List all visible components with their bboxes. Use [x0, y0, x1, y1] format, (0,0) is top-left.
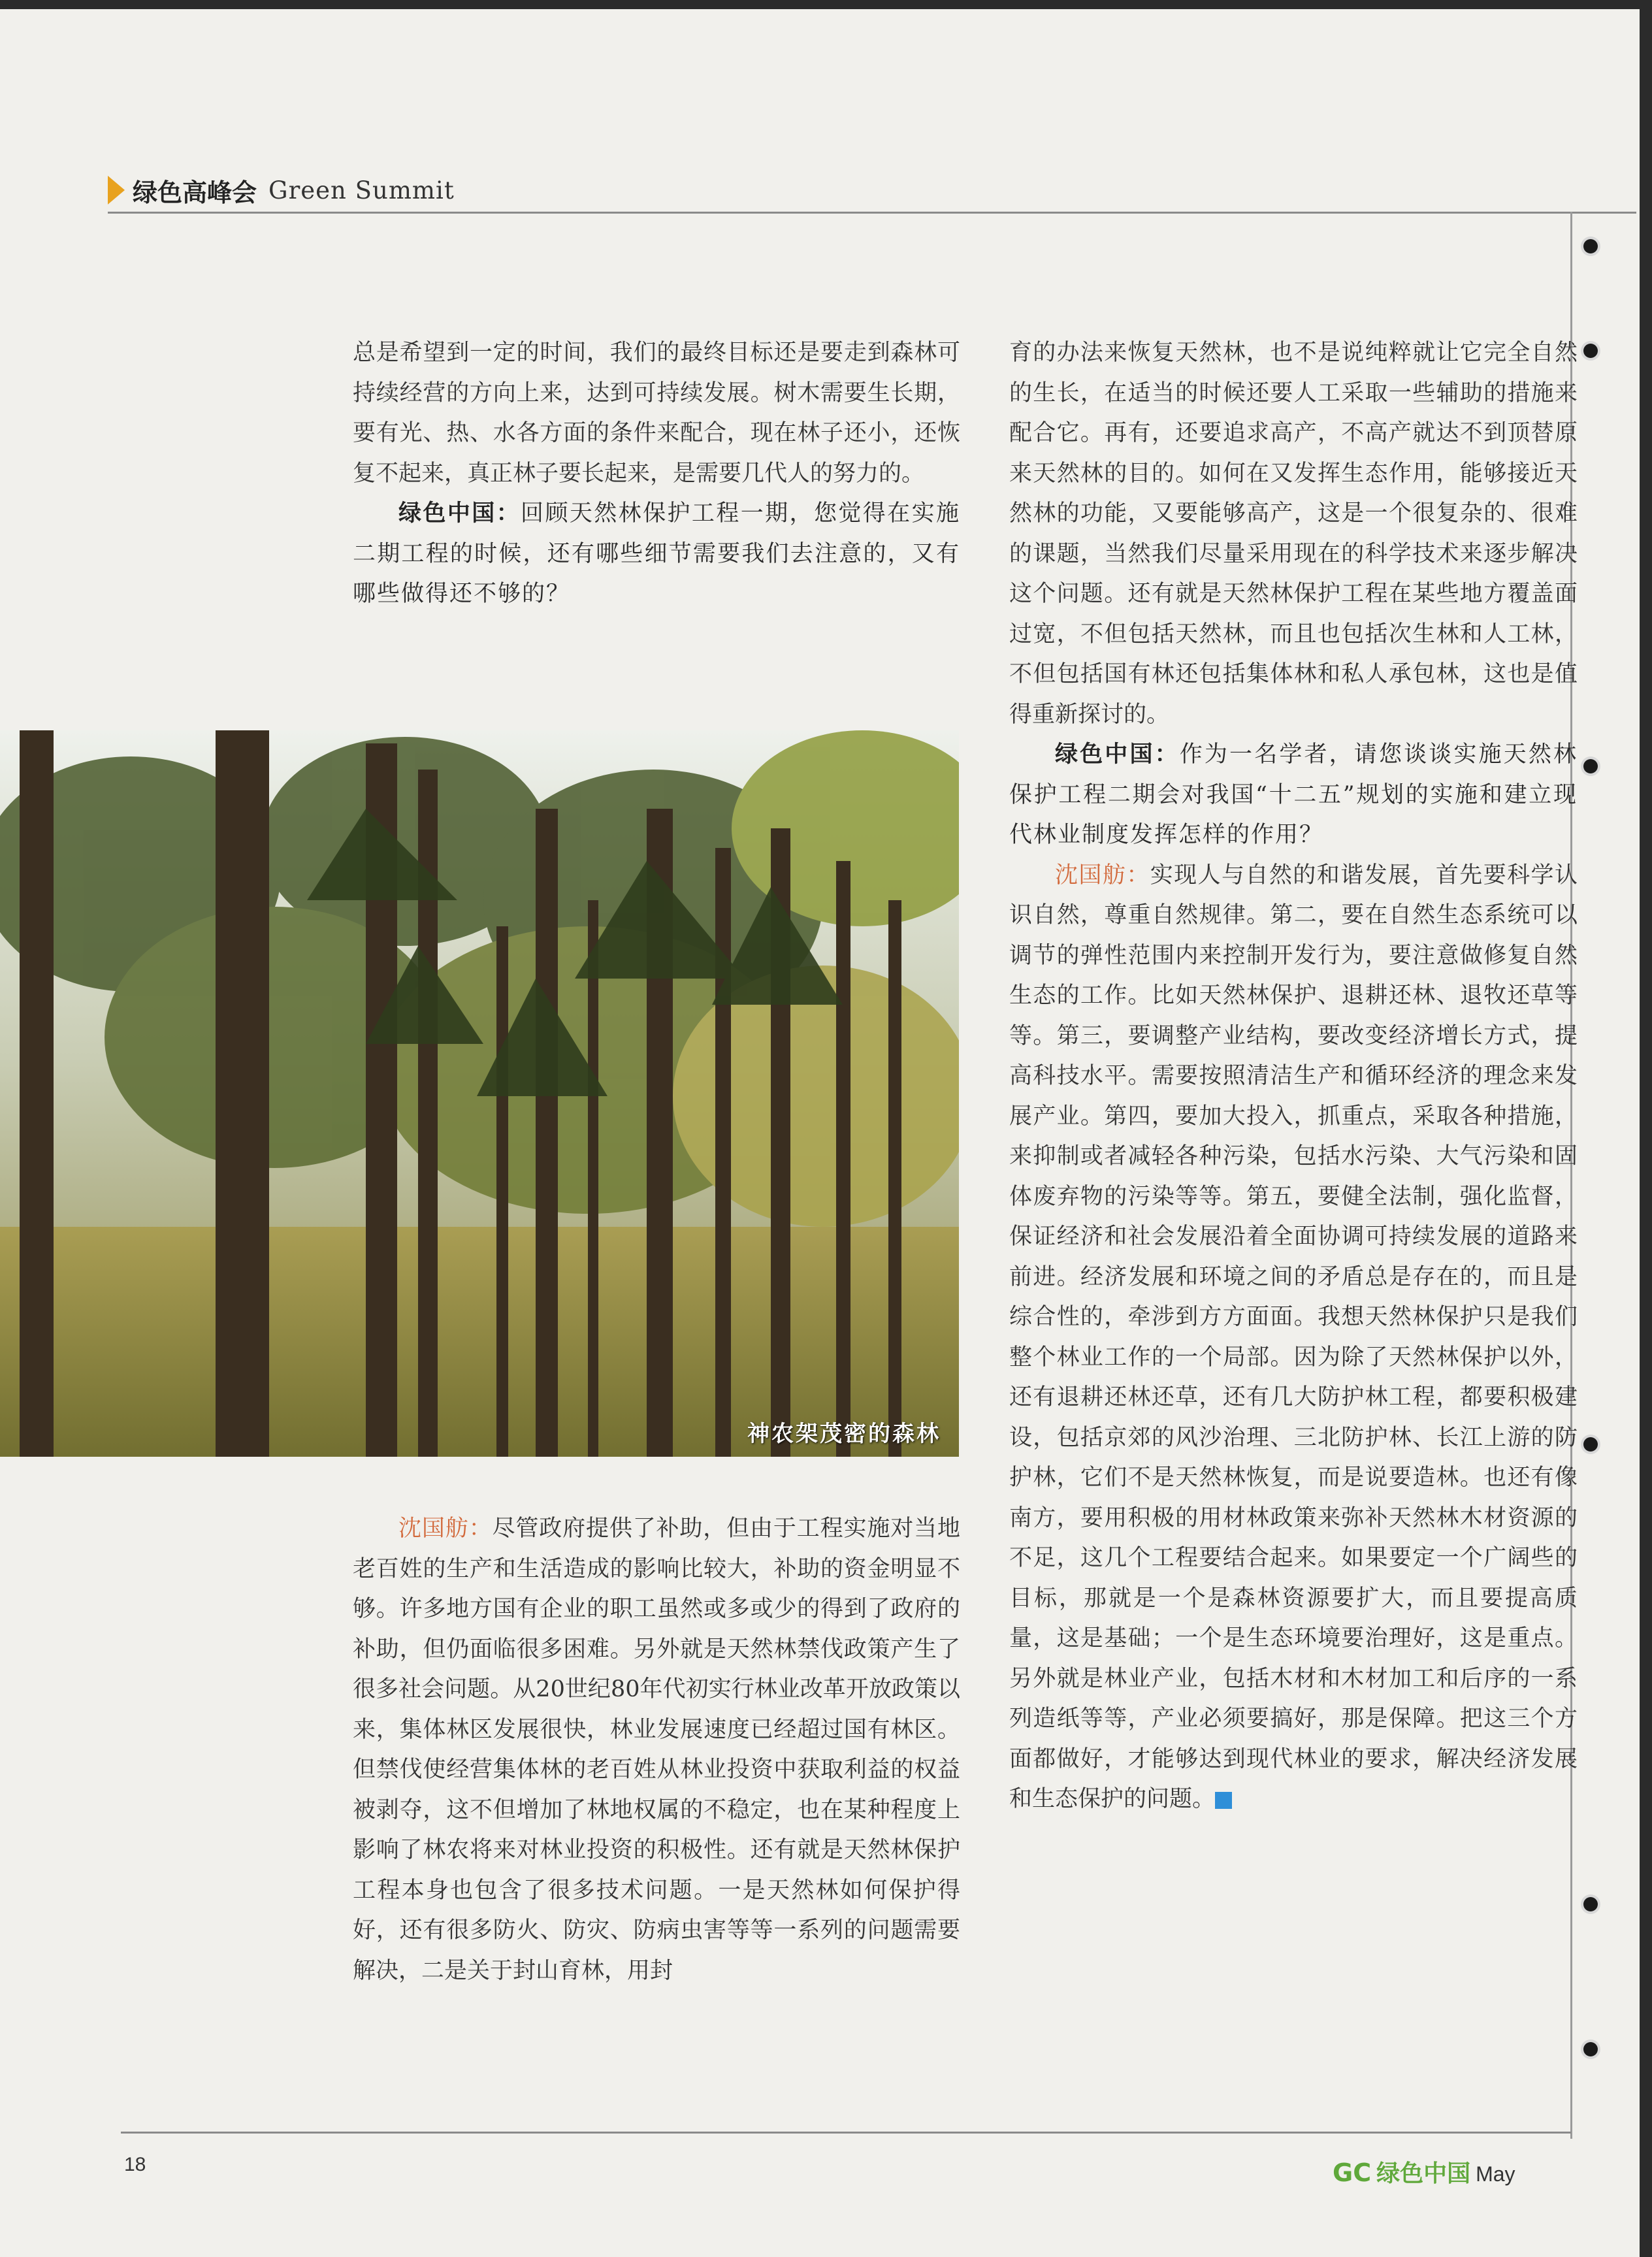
- paragraph: 总是希望到一定的时间，我们的最终目标还是要走到森林可持续经营的方向上来，达到可持续发展。树木需要生长期，要有光、热、水各方面的条件来配合，现在林子还小，还恢复不起来，真正林子要长起来，是需要几代人的努力的。: [353, 340, 960, 487]
- forest-image: [0, 730, 959, 1457]
- answer-text: 实现人与自然的和谐发展，首先要科学认识自然，尊重自然规律。第二，要在自然生态系统可以调节的弹性范围内来控制开发行为，要注意做修复自然生态的工作。比如天然林保护、退耕还林、退牧还草等等。第三，要调整产业结构，要改变经济增长方式，提高科技水平。需要按照清洁生产和循环经济的理念来发展产业。第四，要加大投入，抓重点，采取各种措施，来抑制或者减轻各种污染，包括水污染、大气污染和固体废弃物的污染等等。第五，要健全法制，强化监督，保证经济和社会发展沿着全面协调可持续发展的道路来前进。经济发展和环境之间的矛盾总是存在的，而且是综合性的，牵涉到方方面面。我想天然林保护只是我们整个林业工作的一个局部。因为除了天然林保护以外，还有退耕还林还草，还有几大防护林工程，都要积极建设，包括京郊的风沙治理、三北防护林、长江上游的防护林，它们不是天然林恢复，而是说要造林。也还有像南方，要用积极的用材林政策来弥补天然林木材资源的不足，这几个工程要结合起来。如果要定一个广阔些的目标，那就是一个是森林资源要扩大，而且要提高质量，这是基础；一个是生态环境要治理好，这是重点。另外就是林业产业，包括木材和木材加工和后序的一系列造纸等等，产业必须要搞好，那是保障。把这三个方面都做好，才能够达到现代林业的要求，解决经济发展和生态保护的问题。: [1009, 862, 1578, 1812]
- binding-hole: [1583, 2042, 1598, 2056]
- binding-hole: [1583, 1437, 1598, 1452]
- question-label: 绿色中国：: [1055, 741, 1180, 768]
- binding-hole: [1583, 239, 1598, 253]
- photo-caption: 神农架茂密的森林: [747, 1421, 941, 1447]
- answer-2: [1009, 856, 1578, 1820]
- right-column: [1009, 333, 1578, 1820]
- section-title-en: Green Summit: [268, 176, 455, 204]
- left-column-bottom: [353, 1509, 960, 1991]
- question-1: [353, 494, 960, 615]
- binding-hole: [1583, 1897, 1598, 1911]
- paragraph: 育的办法来恢复天然林，也不是说纯粹就让它完全自然的生长，在适当的时候还要人工采取一些辅助的措施来配合它。再有，还要追求高产，不高产就达不到顶替原来天然林的目的。如何在又发挥生态作用，能够接近天然林的功能，又要能够高产，这是一个很复杂的、很难的课题，当然我们尽量采用现在的科学技术来逐步解决这个问题。还有就是天然林保护工程在某些地方覆盖面过宽，不但包括天然林，而且也包括次生林和人工林，不但包括国有林还包括集体林和私人承包林，这也是值得重新探讨的。: [1009, 340, 1578, 728]
- binding-hole: [1583, 759, 1598, 773]
- brand-name: 绿色中国: [1376, 2160, 1471, 2187]
- issue-month: May: [1476, 2162, 1515, 2186]
- forest-photo: [0, 730, 959, 1457]
- question-label: 绿色中国：: [398, 500, 521, 527]
- footer-brand: [1333, 2155, 1515, 2188]
- page-number: 18: [124, 2154, 146, 2175]
- question-2: [1009, 735, 1578, 856]
- answer-1: [353, 1509, 960, 1991]
- question-text: 作为一名学者，请您谈谈实施天然林保护工程二期会对我国“十二五”规划的实施和建立现代林业制度发挥怎样的作用？: [1009, 741, 1578, 848]
- footer-divider: [121, 2132, 1571, 2134]
- speaker-name: 沈国舫：: [398, 1516, 493, 1542]
- header-divider: [108, 212, 1636, 214]
- section-triangle-icon: [108, 176, 125, 204]
- speaker-name: 沈国舫：: [1055, 862, 1150, 888]
- brand-logo: GC: [1333, 2158, 1372, 2187]
- answer-text: 尽管政府提供了补助，但由于工程实施对当地老百姓的生产和生活造成的影响比较大，补助的资金明显不够。许多地方国有企业的职工虽然或多或少的得到了政府的补助，但仍面临很多困难。另外就是天然林禁伐政策产生了很多社会问题。从20世纪80年代初实行林业改革开放政策以来，集体林区发展很快，林业发展速度已经超过国有林区。但禁伐使经营集体林的老百姓从林业投资中获取利益的权益被剥夺，这不但增加了林地权属的不稳定，也在某种程度上影响了林农将来对林业投资的积极性。还有就是天然林保护工程本身也包含了很多技术问题。一是天然林如何保护得好，还有很多防火、防灾、防病虫害等等一系列的问题需要解决，二是关于封山育林，用封: [353, 1516, 960, 1984]
- question-text: 回顾天然林保护工程一期，您觉得在实施二期工程的时候，还有哪些细节需要我们去注意的，又有哪些做得还不够的？: [353, 500, 960, 607]
- left-column-top: [353, 333, 960, 615]
- magazine-page: [0, 9, 1640, 2257]
- binding-hole: [1583, 344, 1598, 358]
- section-header: [108, 174, 455, 206]
- section-title-cn: 绿色高峰会: [133, 178, 257, 207]
- end-mark-icon: [1215, 1792, 1232, 1809]
